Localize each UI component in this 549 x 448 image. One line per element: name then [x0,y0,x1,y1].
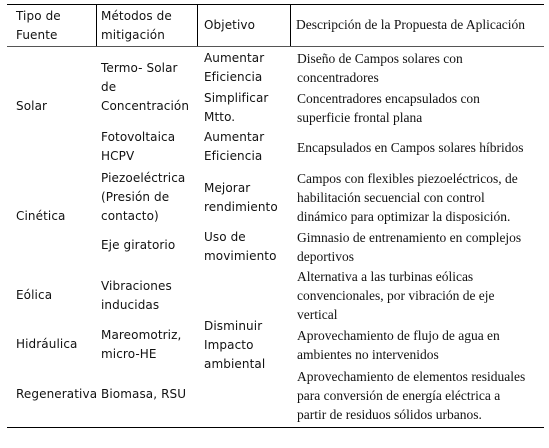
objetivo-mejorar-b: rendimiento [204,200,278,214]
objetivo-disminuir-b: Impacto [204,338,254,352]
descripcion-4c: dinámico para optimizar la disposición. [297,209,511,224]
metodo-piezo-1: Piezoeléctrica [101,171,186,185]
objetivo-disminuir-a: Disminuir [204,319,263,333]
fuente-regenerativa: Regenerativa [16,387,98,401]
objetivo-uso-b: movimiento [204,249,277,263]
fuente-solar: Solar [16,99,48,113]
metodo-termo-solar-1: Termo- Solar [101,61,178,75]
fuente-hidraulica: Hidráulica [16,337,78,351]
descripcion-1b: concentradores [297,70,379,85]
header-bottom-border [7,46,544,47]
descripcion-6c: vertical [297,307,338,322]
descripcion-4a: Campos con flexibles piezoeléctricos, de [297,171,518,186]
objetivo-simplificar-b: Mtto. [204,110,236,124]
header-descripcion: Descripción de la Propuesta de Aplicación [296,17,526,32]
descripcion-2b: superficie frontal plana [297,110,423,125]
metodo-piezo-2: (Presión de [101,190,170,204]
header-metodos-1: Métodos de [101,9,172,23]
descripcion-6b: convencionales, por vibración de eje [297,288,495,303]
descripcion-5a: Gimnasio de entrenamiento en complejos [297,230,522,245]
metodo-fotovoltaica-2: HCPV [101,149,135,163]
metodo-vibraciones-1: Vibraciones [101,279,172,293]
objetivo-aumentar-1a: Aumentar [204,51,265,65]
metodo-piezo-3: contacto) [101,209,159,223]
objetivo-simplificar-a: Simplificar [204,91,269,105]
header-tipo-fuente-1: Tipo de [16,9,61,23]
header-divider-3 [290,4,291,46]
descripcion-8b: para conversión de energía eléctrica a [297,388,501,403]
table-bottom-border [7,427,544,428]
metodo-mareomotriz-1: Mareomotriz, [101,328,182,342]
descripcion-8a: Aprovechamiento de elementos residuales [297,369,526,384]
metodo-termo-solar-3: Concentración [101,99,190,113]
metodo-biomasa: Biomasa, RSU [101,387,187,401]
descripcion-8c: partir de residuos sólidos urbanos. [297,407,482,422]
metodo-fotovoltaica-1: Fotovoltaica [101,130,176,144]
descripcion-6a: Alternativa a las turbinas eólicas [297,269,474,284]
header-divider-2 [197,4,198,46]
descripcion-7a: Aprovechamiento de flujo de agua en [297,328,500,343]
descripcion-5b: deportivos [297,249,354,264]
descripcion-3: Encapsulados en Campos solares híbridos [297,140,524,155]
descripcion-4b: habilitación secuencial con control [297,190,485,205]
objetivo-aumentar-2a: Aumentar [204,130,265,144]
header-tipo-fuente-2: Fuente [16,28,58,42]
metodo-eje-giratorio: Eje giratorio [101,238,176,252]
table-top-border [7,4,544,5]
descripcion-2a: Concentradores encapsulados con [297,91,480,106]
metodo-mareomotriz-2: micro-HE [101,347,157,361]
metodo-termo-solar-2: de [101,80,117,94]
fuente-cinetica: Cinética [16,209,66,223]
objetivo-aumentar-2b: Eficiencia [204,149,263,163]
header-objetivo: Objetivo [204,18,256,32]
metodo-vibraciones-2: inducidas [101,298,160,312]
objetivo-uso-a: Uso de [204,230,246,244]
descripcion-7b: ambientes no intervenidos [297,347,439,362]
descripcion-1a: Diseño de Campos solares con [297,51,463,66]
fuente-eolica: Eólica [16,288,53,302]
objetivo-mejorar-a: Mejorar [204,181,251,195]
header-divider-1 [96,4,97,46]
objetivo-aumentar-1b: Eficiencia [204,70,263,84]
objetivo-disminuir-c: ambiental [204,357,266,371]
header-metodos-2: mitigación [101,28,165,42]
